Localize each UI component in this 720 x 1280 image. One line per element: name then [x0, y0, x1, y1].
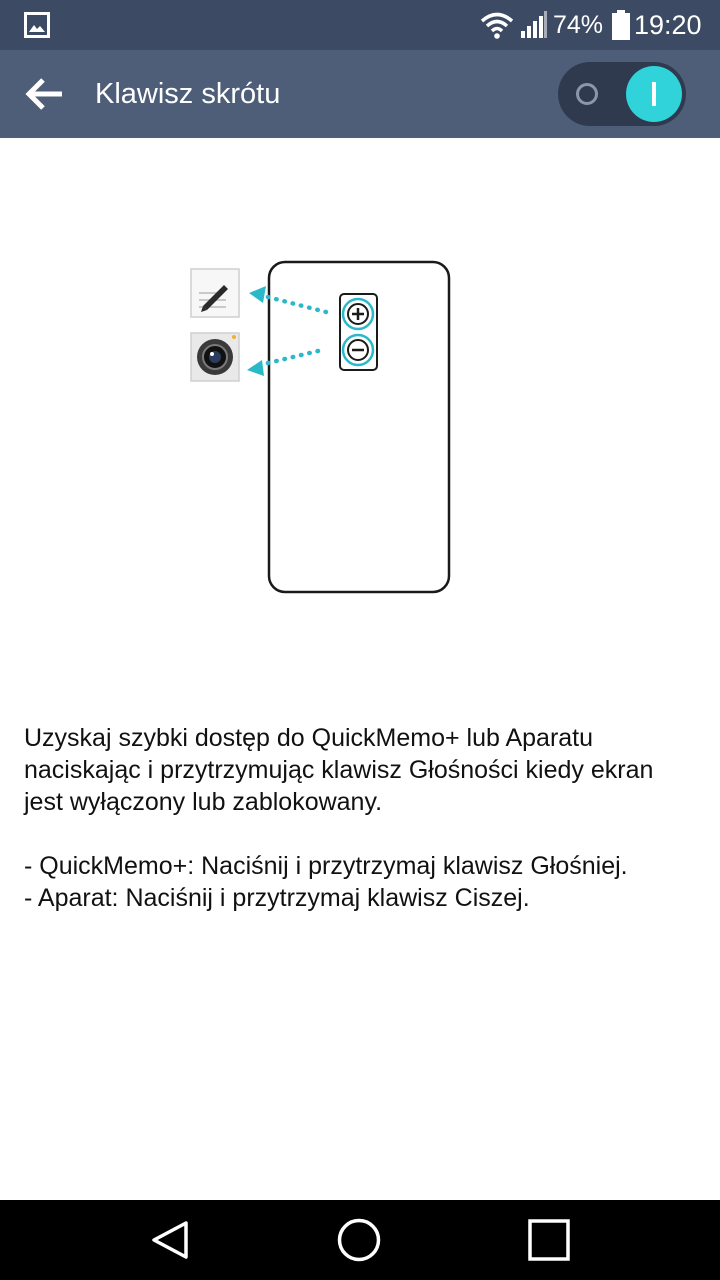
navigation-bar — [0, 1200, 720, 1280]
status-bar — [0, 0, 720, 50]
status-clock: 19:20 — [634, 10, 702, 40]
toggle-knob — [626, 66, 682, 122]
shortcut-illustration — [0, 138, 720, 698]
volume-up-key-icon — [343, 299, 373, 329]
recents-square-icon — [527, 1218, 571, 1262]
shortcut-key-toggle[interactable] — [558, 62, 686, 126]
volume-down-key-icon — [343, 335, 373, 365]
shortcut-description — [24, 722, 696, 914]
battery-icon — [612, 10, 630, 40]
back-button[interactable] — [18, 70, 70, 118]
nav-home-button[interactable] — [299, 1200, 419, 1280]
paragraph-gap — [24, 818, 696, 850]
wifi-icon — [480, 11, 514, 39]
description-camera-line: - Aparat: Naciśnij i przytrzymaj klawisz Ciszej. — [24, 884, 530, 912]
description-intro: Uzyskaj szybki dostęp do QuickMemo+ lub Aparatu naciskając i przytrzymując klawisz Głośności kiedy ekran jest wyłączony lub zablokowany. — [24, 724, 654, 816]
nav-recents-button[interactable] — [489, 1200, 609, 1280]
home-circle-icon — [336, 1217, 382, 1263]
page-title: Klawisz skrótu — [95, 78, 281, 110]
camera-app-icon — [191, 333, 239, 381]
battery-percent: 74% — [553, 11, 604, 39]
volume-down-arrowhead — [247, 360, 264, 376]
back-triangle-icon — [148, 1218, 192, 1262]
description-quickmemo-line: - QuickMemo+: Naciśnij i przytrzymaj klawisz Głośniej. — [24, 852, 628, 880]
nav-back-button[interactable] — [110, 1200, 230, 1280]
toggle-off-mark-icon — [576, 83, 598, 105]
signal-icon — [520, 11, 548, 39]
gallery-icon — [24, 12, 50, 38]
toggle-on-mark-icon — [652, 82, 656, 106]
quickmemo-app-icon — [191, 269, 239, 317]
app-bar — [0, 50, 720, 138]
volume-up-arrowhead — [249, 286, 266, 303]
arrow-left-icon — [24, 77, 64, 111]
